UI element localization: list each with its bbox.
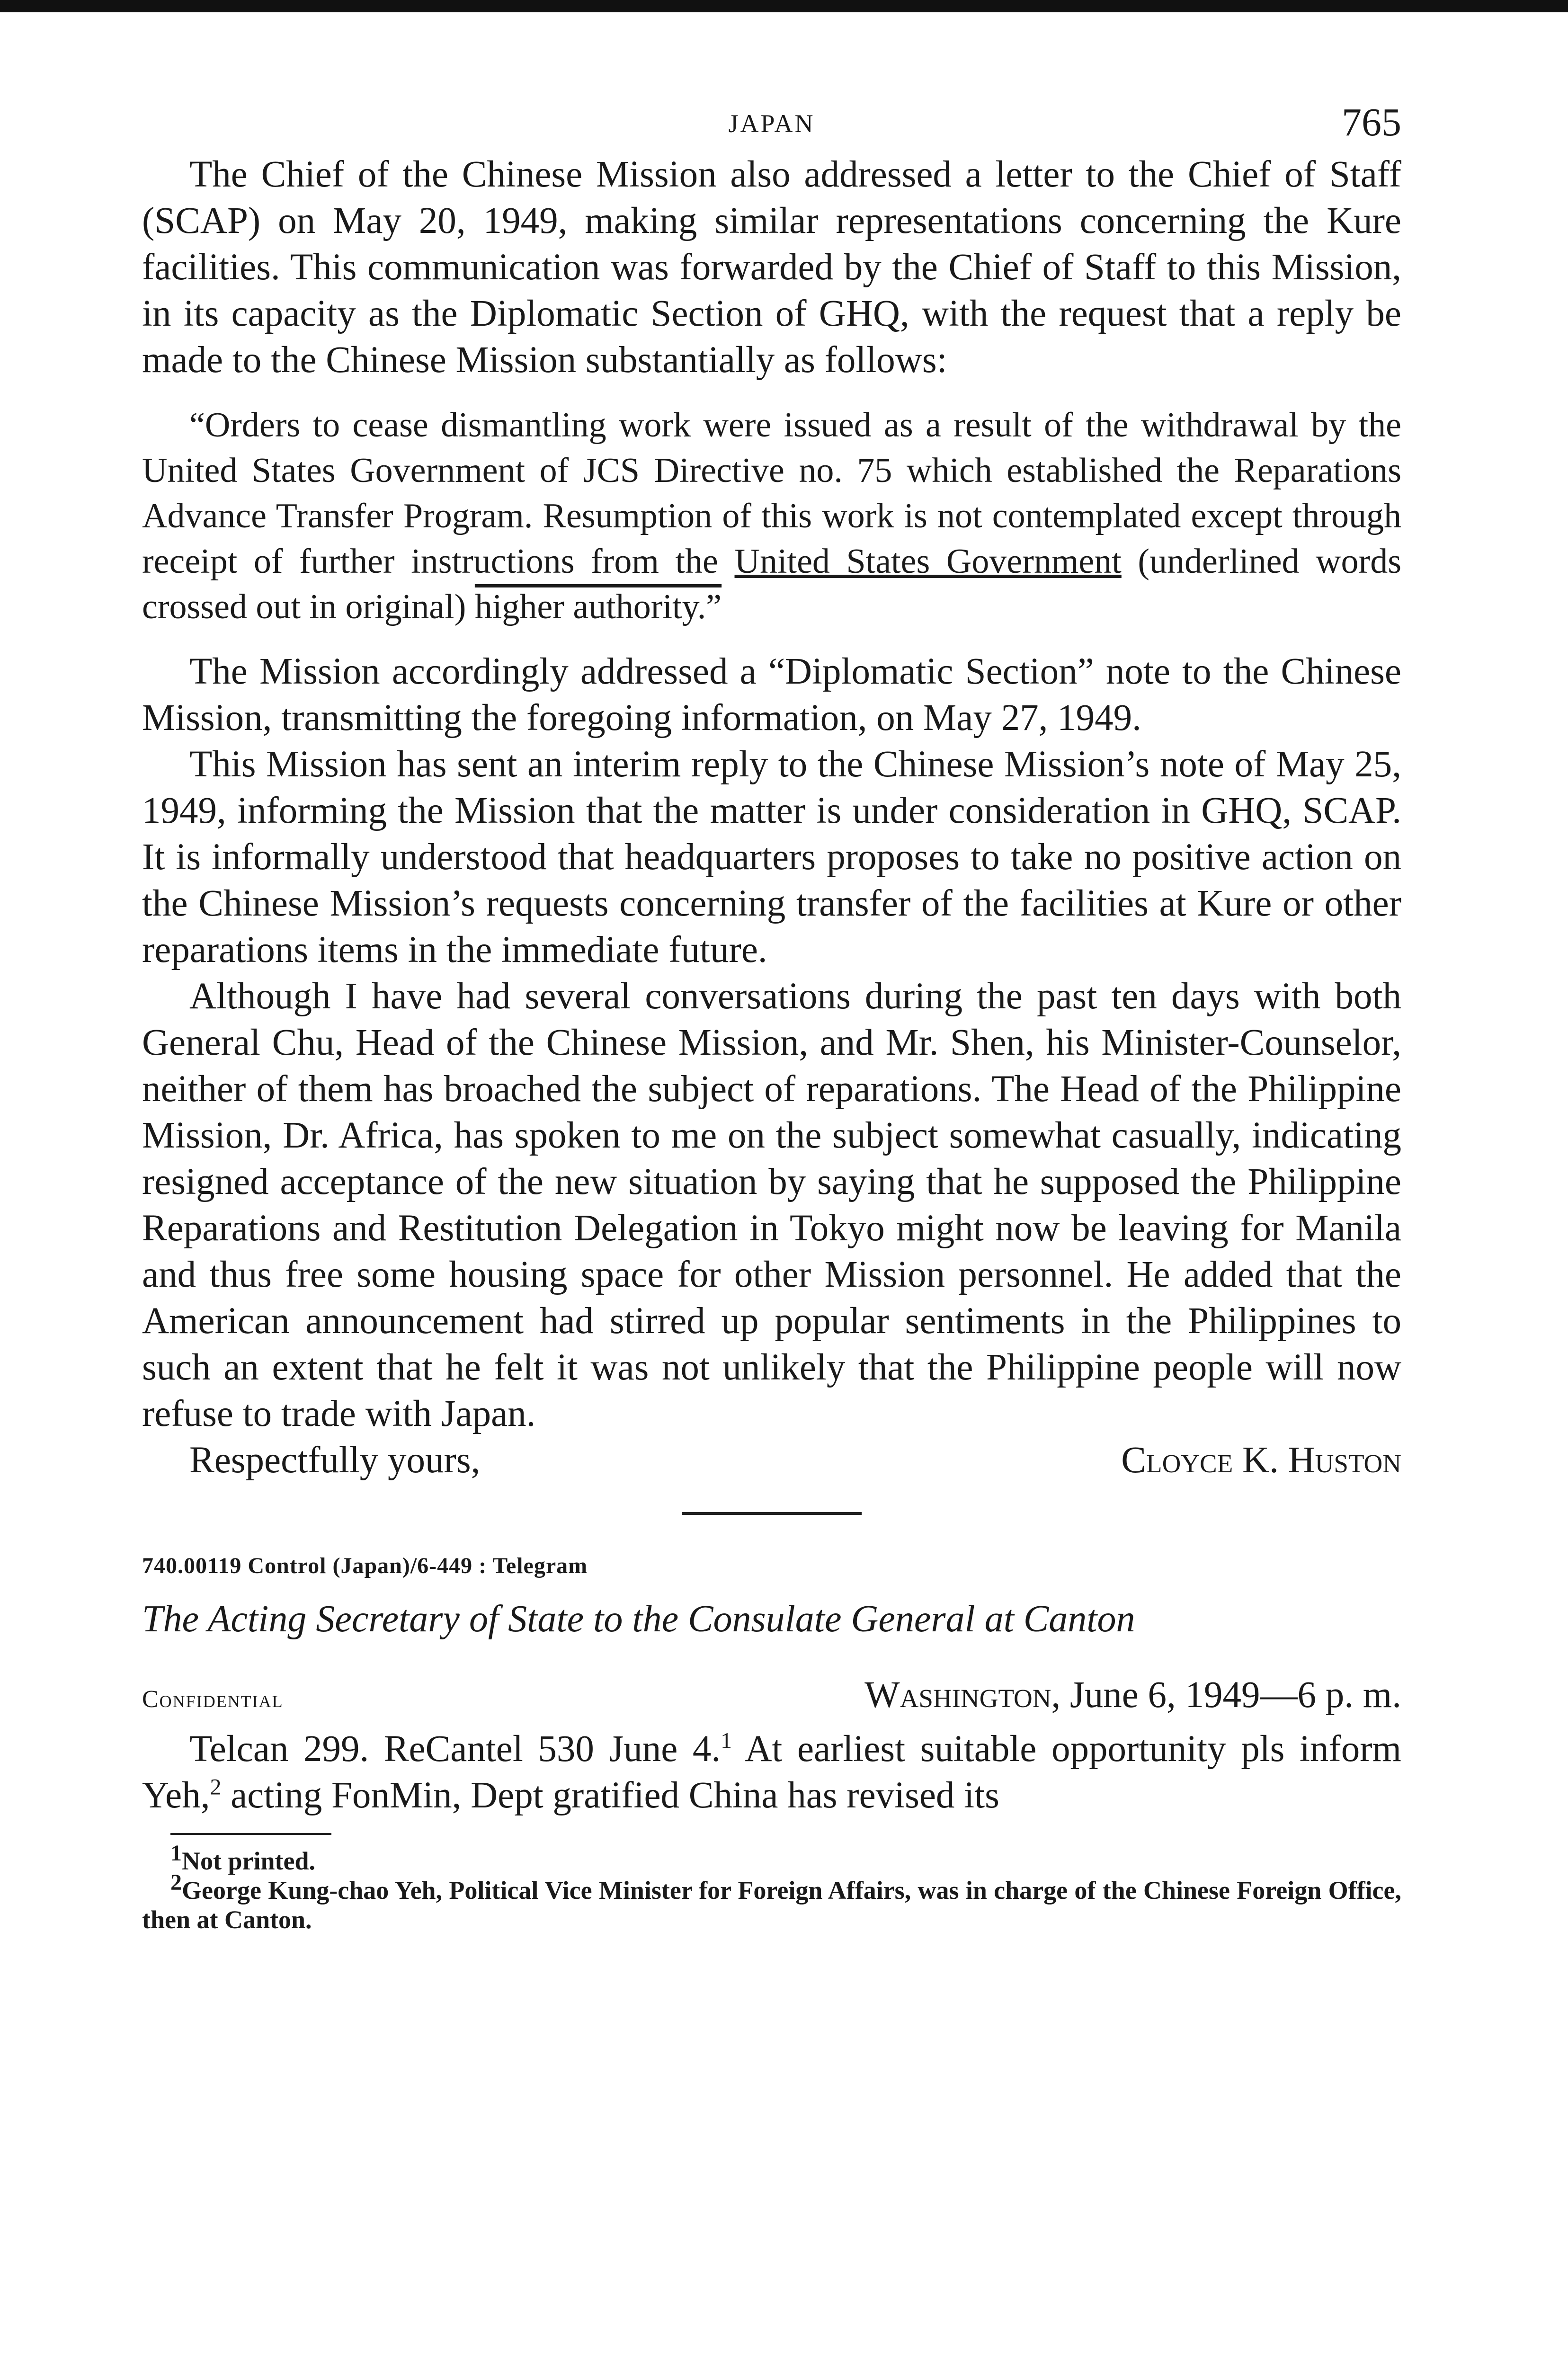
document-page bbox=[142, 95, 1401, 1934]
scan-top-border bbox=[0, 0, 1568, 12]
footnote-2-text: George Kung-chao Yeh, Political Vice Minister for Foreign Affairs, was in charge of the Chinese Foreign Office, then at Canton. bbox=[142, 1876, 1401, 1934]
quote-underlined-words: United States Government bbox=[734, 542, 1122, 581]
footnote-2-mark: 2 bbox=[170, 1870, 182, 1895]
footnote-ref-1: 1 bbox=[721, 1728, 732, 1753]
dateline-place: Washington, bbox=[864, 1674, 1061, 1716]
footnote-1 bbox=[142, 1841, 1401, 1876]
footnote-1-mark: 1 bbox=[170, 1841, 182, 1866]
page-header bbox=[142, 95, 1401, 151]
footnote-1-text: Not printed. bbox=[182, 1847, 315, 1875]
quote-text-a: “Orders to cease dismantling work were issued as a result of the withdrawal by the United States Government of JCS Directive no. 75 which established the Reparations Advance Transfer Program. Resumption of this work is not contemplated except through receipt of further instructions from the bbox=[142, 406, 1401, 581]
telegram-body bbox=[142, 1726, 1401, 1819]
telegram-title: The Acting Secretary of State to the Consulate General at Canton bbox=[142, 1598, 1135, 1640]
page-number: 765 bbox=[1342, 100, 1401, 144]
running-head: JAPAN bbox=[728, 109, 815, 138]
signature: Cloyce K. Huston bbox=[1121, 1440, 1401, 1481]
letter-paragraph-4: Although I have had several conversations during the past ten days with both General Chu, Head of the Chinese Mission, and Mr. Shen, his Minister-Counselor, neither of them has broached the subject of reparations. The Head of the Philippine Mission, Dr. Africa, has spoken to me on the subject somewhat casually, indicating resigned acceptance of the new situation by saying that he supposed the Philippine Reparations and Restitution Delegation in Tokyo might now be leaving for Manila and thus free some housing space for other Mission personnel. He added that the American announcement had stirred up popular sentiments in the Philippines to such an extent that he felt it was not unlikely that the Philippine people will now refuse to trade with Japan. bbox=[142, 976, 1401, 1434]
letter-closing bbox=[142, 1437, 1401, 1484]
letter-paragraph-1: The Chief of the Chinese Mission also addressed a letter to the Chief of Staff (SCAP) on May 20, 1949, making similar representations concerning the Kure facilities. This communication was forwarded by the Chief of Staff to this Mission, in its capacity as the Diplomatic Section of GHQ, with the request that a reply be made to the Chinese Mission substantially as follows: bbox=[142, 154, 1401, 381]
dateline bbox=[864, 1674, 1401, 1717]
letter-paragraph-3: This Mission has sent an interim reply to the Chinese Mission’s note of May 25, 1949, informing the Mission that the matter is under consideration in GHQ, SCAP. It is informally understood that headquarters proposes to take no positive action on the Chinese Mission’s requests concerning transfer of the facilities at Kure or other reparations items in the immediate future. bbox=[142, 744, 1401, 970]
footnote-ref-2: 2 bbox=[210, 1774, 222, 1800]
section-divider bbox=[682, 1512, 862, 1515]
telegram-dateline-row bbox=[142, 1674, 1401, 1717]
classification-label: Confidential bbox=[142, 1686, 284, 1713]
quoted-reply bbox=[142, 402, 1401, 630]
dateline-date: June 6, 1949—6 p. m. bbox=[1069, 1674, 1401, 1716]
footnote-2 bbox=[142, 1870, 1401, 1934]
quote-overlined-words: higher authority.” bbox=[474, 587, 722, 626]
quote-text-b: (underlined words crossed out in original) bbox=[142, 542, 1401, 626]
closing-phrase: Respectfully yours, bbox=[189, 1440, 481, 1481]
telegram-body-b: At earliest suitable opportunity pls inform Yeh, bbox=[142, 1728, 1401, 1816]
telegram-body-c: acting FonMin, Dept gratified China has revised its bbox=[221, 1775, 999, 1816]
footnote-divider bbox=[170, 1833, 331, 1835]
letter-paragraph-2: The Mission accordingly addressed a “Diplomatic Section” note to the Chinese Mission, transmitting the foregoing information, on May 27, 1949. bbox=[142, 651, 1401, 739]
telegram-body-a: Telcan 299. ReCantel 530 June 4. bbox=[189, 1728, 721, 1770]
telegram-file-reference: 740.00119 Control (Japan)/6-449 : Telegram bbox=[142, 1553, 588, 1578]
